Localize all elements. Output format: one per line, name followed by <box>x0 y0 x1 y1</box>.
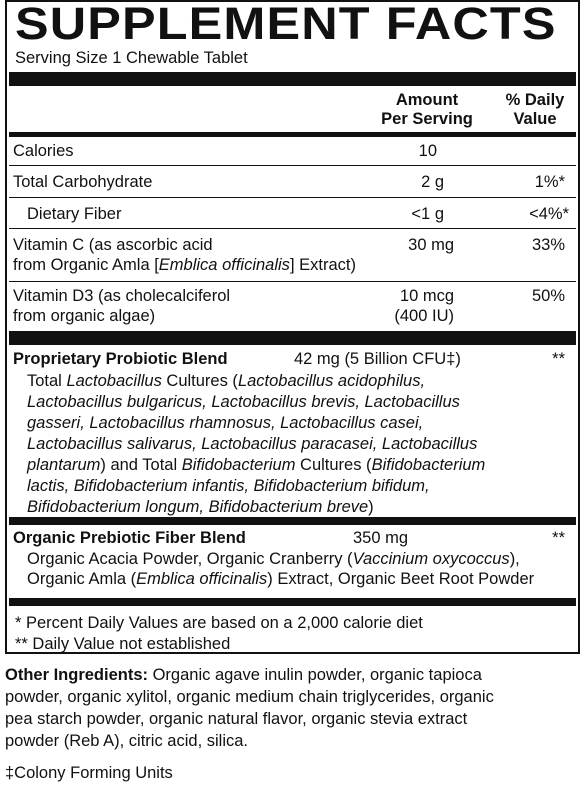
row-amount: 30 mg <box>408 236 454 254</box>
ingredient-line: Organic Amla (Emblica officinalis) Extract, Organic Beet Root Powder <box>27 570 535 588</box>
ingredient-line: Lactobacillus bulgaricus, Lactobacillus brevis, Lactobacillus <box>27 393 460 411</box>
row-amount: 2 g <box>421 173 444 191</box>
thick-divider <box>9 598 576 606</box>
other-ingredients-text: powder (Reb A), citric acid, silica. <box>5 732 248 750</box>
cfu-note: ‡Colony Forming Units <box>5 764 173 782</box>
ingredient-line: plantarum) and Total Bifidobacterium Cultures (Bifidobacterium <box>27 456 486 474</box>
other-ingredients-text: pea starch powder, organic natural flavor, organic stevia extract <box>5 710 468 728</box>
probiotic-amount: 42 mg (5 Billion CFU‡) <box>294 350 461 368</box>
medium-divider <box>9 132 576 137</box>
row-name: Calories <box>13 142 74 160</box>
ingredient-line: gasseri, Lactobacillus rhamnosus, Lactobacillus casei, <box>27 414 424 432</box>
thick-divider <box>9 517 576 525</box>
other-ingredients <box>5 664 583 752</box>
row-name: Dietary Fiber <box>27 205 122 223</box>
row-divider <box>9 165 576 166</box>
probiotic-dv: ** <box>552 350 565 368</box>
ingredient-line: Total Lactobacillus Cultures (Lactobacillus acidophilus, <box>27 372 426 390</box>
footnote: * Percent Daily Values are based on a 2,000 calorie diet <box>15 614 423 632</box>
panel-title: SUPPLEMENT FACTS <box>15 0 557 49</box>
row-amount: 10 <box>418 142 437 160</box>
row-dv: 50% <box>531 287 565 305</box>
row-name: Total Carbohydrate <box>13 173 153 191</box>
row-divider <box>9 228 576 229</box>
row-divider <box>9 281 576 282</box>
probiotic-name: Proprietary Probiotic Blend <box>13 350 228 368</box>
prebiotic-dv: ** <box>552 529 565 547</box>
amount-header-line1: Amount <box>395 91 459 109</box>
thick-divider <box>9 72 576 86</box>
ingredient-line: Lactobacillus salivarus, Lactobacillus paracasei, Lactobacillus <box>27 435 478 453</box>
row-name: Vitamin C (as ascorbic acid <box>13 236 213 254</box>
supplement-facts-panel <box>5 0 580 654</box>
row-amount-line2: (400 IU) <box>394 307 454 325</box>
dv-header-line2: Value <box>513 110 557 128</box>
row-name-line2: from organic algae) <box>13 307 156 325</box>
row-dv: 33% <box>531 236 565 254</box>
row-amount: <1 g <box>411 205 444 223</box>
dv-header-line1: % Daily <box>505 91 565 109</box>
other-ingredients-text: powder, organic xylitol, organic medium chain triglycerides, organic <box>5 688 494 706</box>
other-ingredients-label: Other Ingredients: <box>5 666 149 684</box>
amount-header-line2: Per Serving <box>381 110 473 128</box>
row-name: Vitamin D3 (as cholecalciferol <box>13 287 231 305</box>
other-ingredients-text: Organic agave inulin powder, organic tapioca <box>148 666 482 684</box>
ingredient-line: Organic Acacia Powder, Organic Cranberry (Vaccinium oxycoccus), <box>27 550 520 568</box>
ingredient-line: lactis, Bifidobacterium infantis, Bifidobacterium bifidum, <box>27 477 430 495</box>
ingredient-line: Bifidobacterium longum, Bifidobacterium breve) <box>27 498 374 516</box>
row-amount: 10 mcg <box>399 287 454 305</box>
footnote: ** Daily Value not established <box>15 635 231 653</box>
thick-divider <box>9 331 576 345</box>
row-dv: <4%* <box>529 205 569 223</box>
serving-size: Serving Size 1 Chewable Tablet <box>15 49 248 67</box>
prebiotic-amount: 350 mg <box>353 529 409 547</box>
row-dv: 1%* <box>534 173 565 191</box>
row-name-line2: from Organic Amla [Emblica officinalis] Extract) <box>13 256 356 274</box>
prebiotic-name: Organic Prebiotic Fiber Blend <box>13 529 246 547</box>
row-divider <box>9 197 576 198</box>
